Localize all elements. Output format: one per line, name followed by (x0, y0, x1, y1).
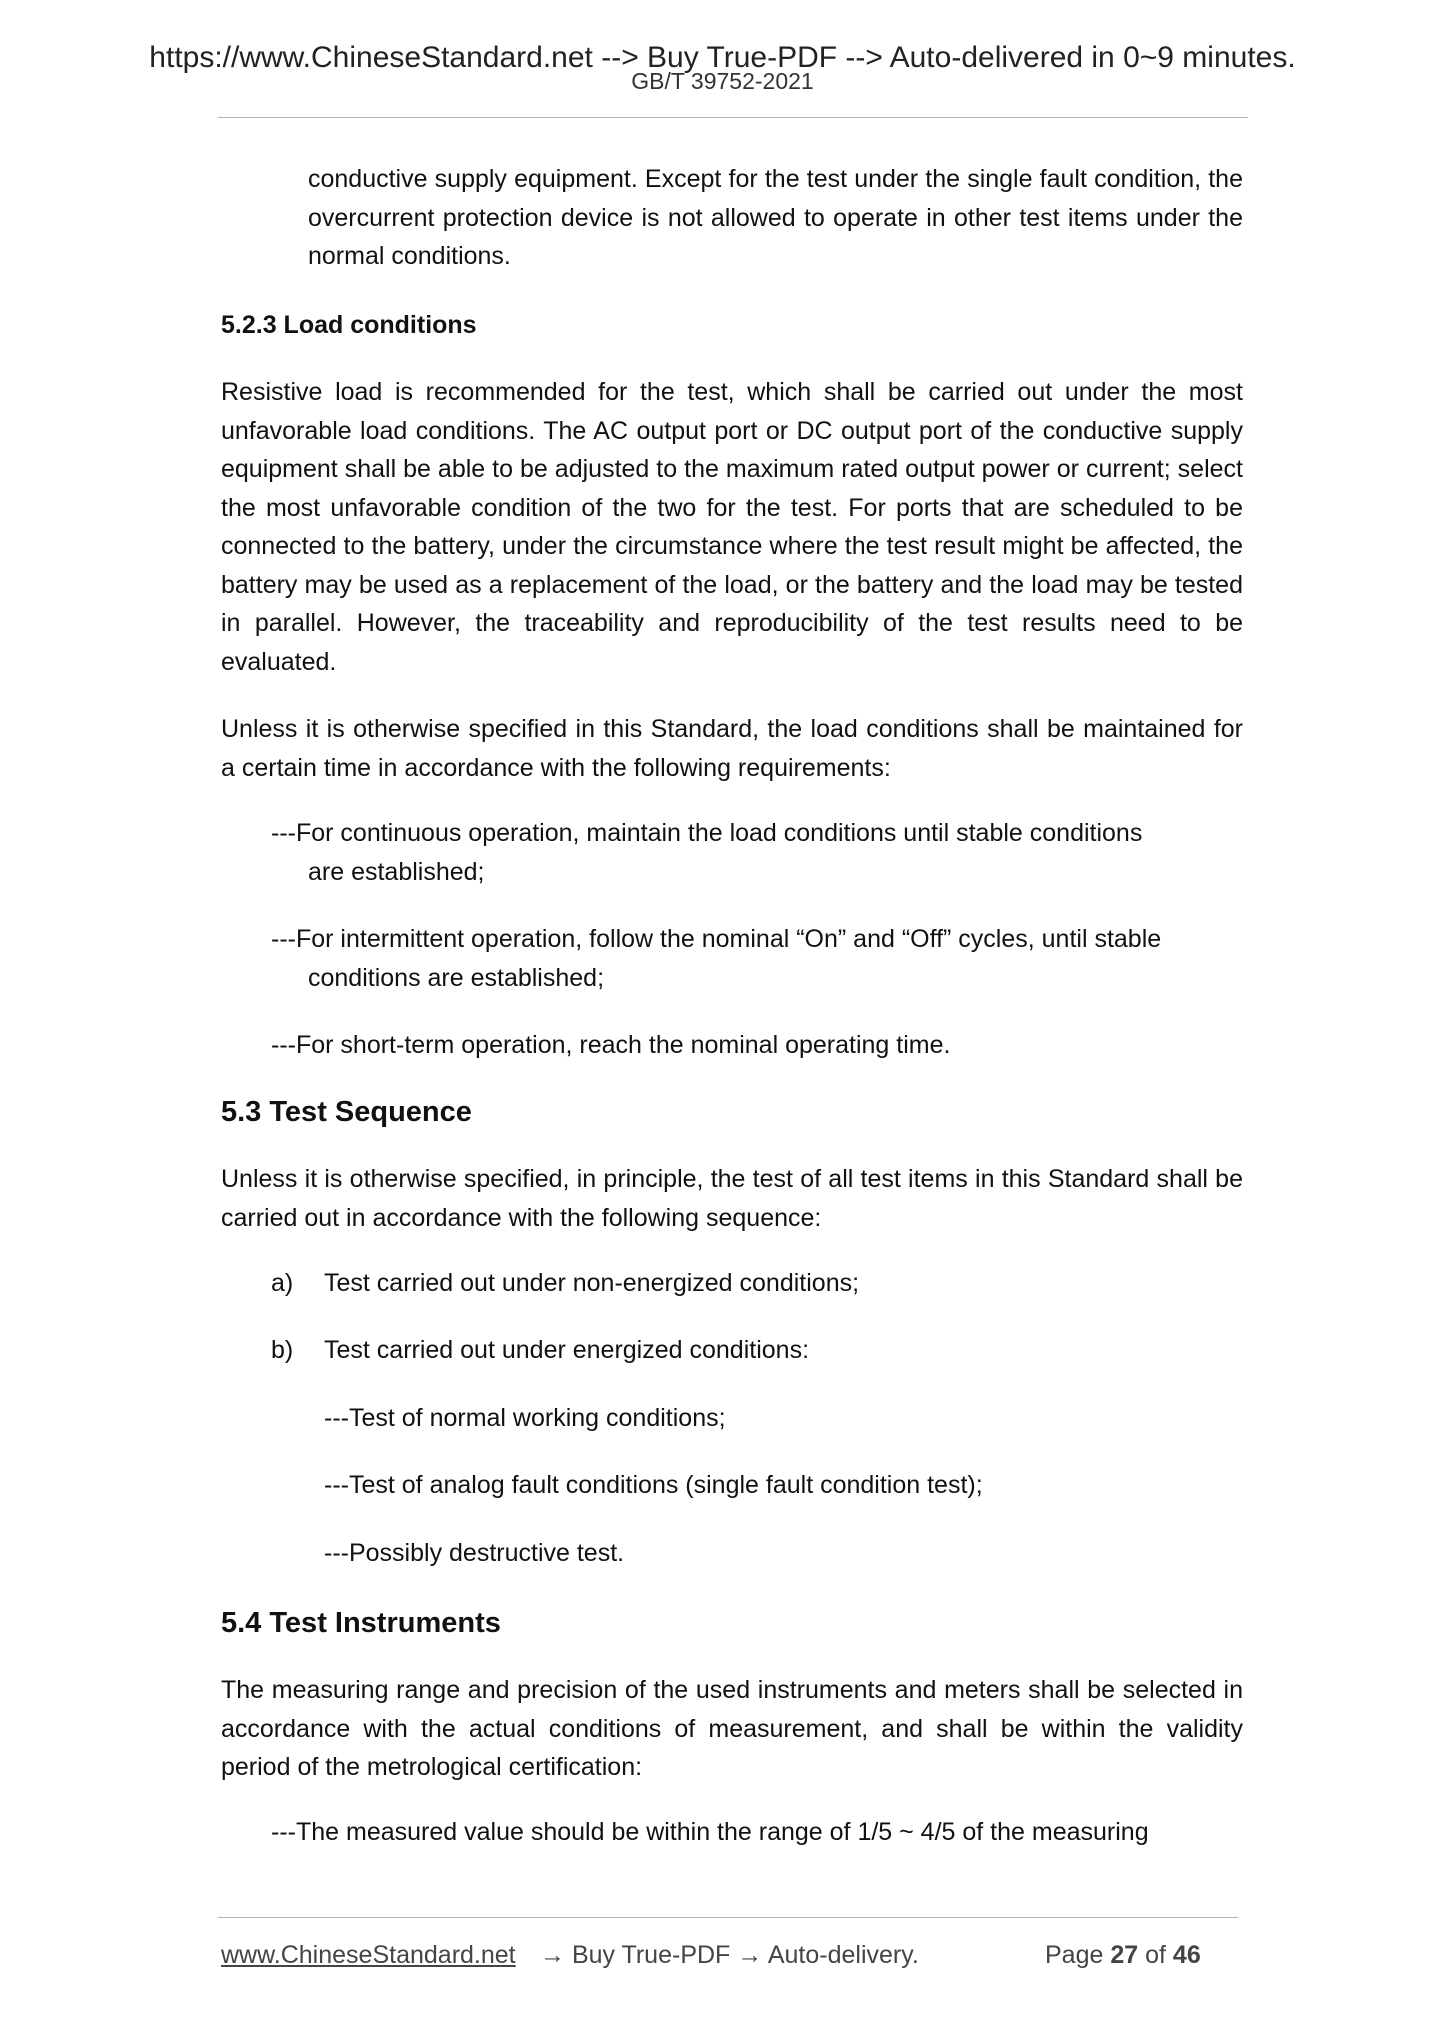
page-total: 46 (1172, 1941, 1201, 1969)
sub-bullet-destructive: ---Possibly destructive test. (324, 1539, 625, 1567)
section-5-3-heading: 5.3 Test Sequence (221, 1096, 472, 1128)
page-label: Page (1045, 1941, 1104, 1969)
section-5-4-heading: 5.4 Test Instruments (221, 1607, 501, 1639)
page-number: 27 (1110, 1941, 1139, 1969)
list-label-a: a) (271, 1269, 294, 1297)
section-5-2-3-paragraph-2: Unless it is otherwise specified in this Standard, the load conditions shall be maintained for a certain time in accordance with the following requirements: (221, 715, 1243, 782)
load-bullet-continuous (271, 814, 1243, 891)
bullet-line: ---For intermittent operation, follow the nominal “On” and “Off” cycles, until stable (271, 925, 1162, 953)
instrument-bullet (271, 1813, 1243, 1852)
list-item-b: Test carried out under energized conditions: (324, 1336, 810, 1364)
sub-bullet-fault: ---Test of analog fault conditions (single fault condition test); (324, 1471, 983, 1499)
bullet-line: ---For continuous operation, maintain the load conditions until stable conditions (271, 819, 1143, 847)
bullet-line: ---For short-term operation, reach the nominal operating time. (271, 1031, 951, 1059)
footer-site-link[interactable]: www.ChineseStandard.net (221, 1941, 516, 1969)
footer-divider (218, 1917, 1238, 1918)
section-5-2-3-heading: 5.2.3 Load conditions (221, 311, 477, 339)
load-bullet-intermittent (271, 920, 1243, 997)
bullet-continuation: conditions are established; (308, 963, 605, 992)
header-divider (218, 117, 1248, 118)
section-5-4-paragraph: The measuring range and precision of the used instruments and meters shall be selected in accordance with the actual conditions of measurement, and shall be within the validity period of the metrological certification: (221, 1676, 1243, 1781)
section-5-2-3-paragraph-1: Resistive load is recommended for the test, which shall be carried out under the most unfavorable load conditions. The AC output port or DC output port of the conductive supply equipment shall be able to be adjusted to the maximum rated output power or current; select the most unfavorable condition of the two for the test. For ports that are scheduled to be connected to the battery, under the circumstance where the test result might be affected, the battery may be used as a replacement of the load, or the battery and the load may be tested in parallel. However, the traceability and reproducibility of the test results need to be evaluated. (221, 378, 1243, 676)
bullet-line: ---The measured value should be within the range of 1/5 ~ 4/5 of the measuring (271, 1818, 1149, 1846)
sub-bullet-normal: ---Test of normal working conditions; (324, 1404, 726, 1432)
intro-paragraph: conductive supply equipment. Except for the test under the single fault condition, the overcurrent protection device is not allowed to operate in other test items under the normal conditions. (308, 165, 1243, 270)
section-5-3-paragraph: Unless it is otherwise specified, in principle, the test of all test items in this Standard shall be carried out in accordance with the following sequence: (221, 1165, 1243, 1232)
of-label: of (1145, 1941, 1166, 1969)
document-code: GB/T 39752-2021 (631, 68, 814, 94)
load-bullet-short-term (271, 1026, 1243, 1065)
list-label-b: b) (271, 1336, 294, 1364)
bullet-continuation: are established; (308, 857, 485, 886)
page-indicator (1045, 1938, 1201, 1972)
footer-tagline: → Buy True-PDF → Auto-delivery. (540, 1941, 919, 1969)
header-url-banner: https://www.ChineseStandard.net --> Buy True-PDF --> Auto-delivered in 0~9 minutes. (149, 41, 1296, 74)
list-item-a: Test carried out under non-energized conditions; (324, 1269, 860, 1297)
